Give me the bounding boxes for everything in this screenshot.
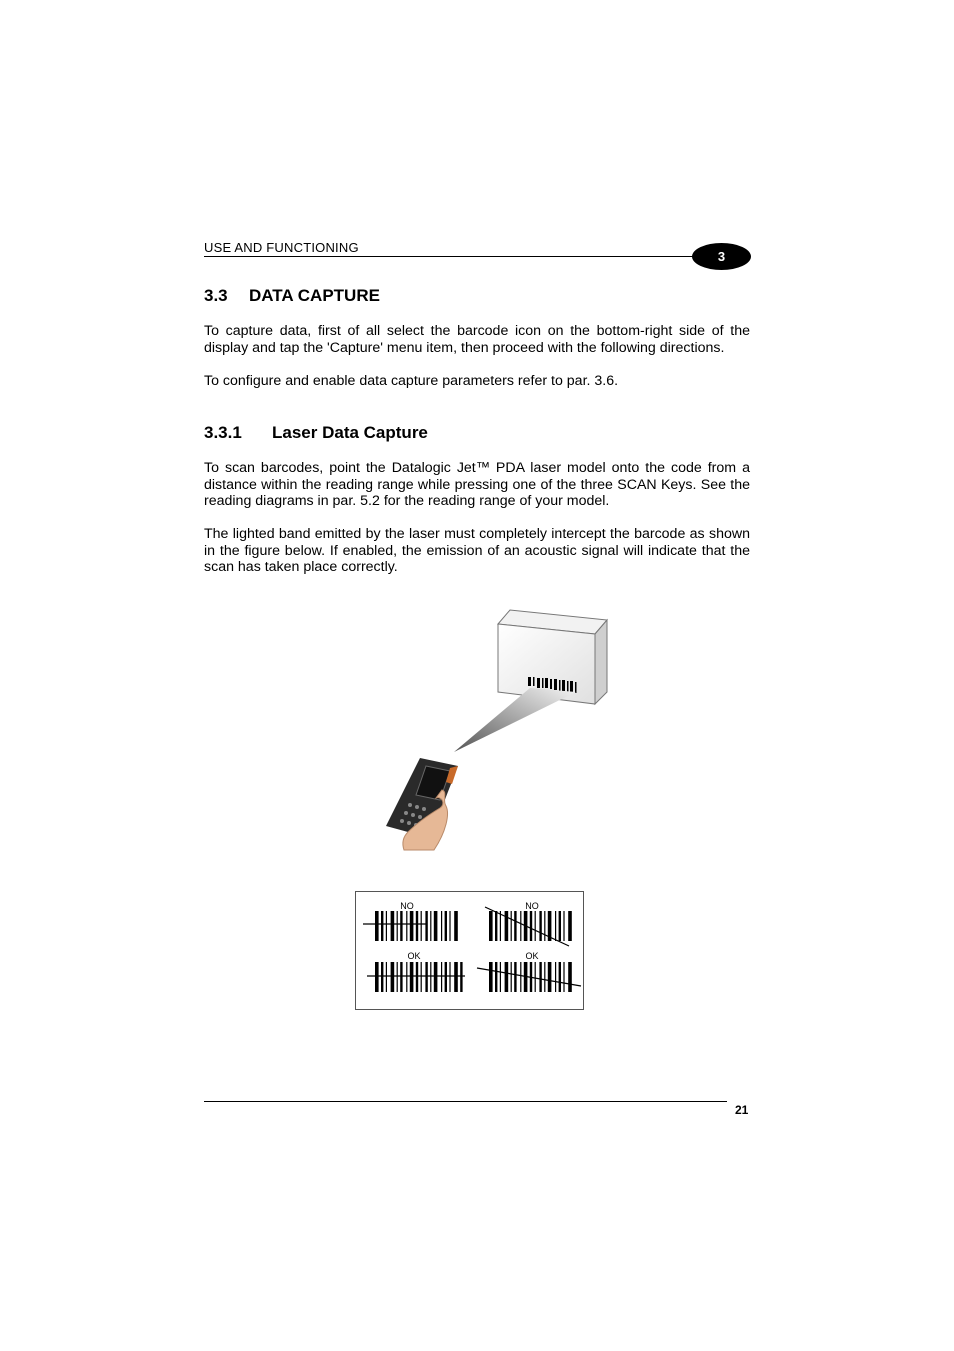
barcode-bar <box>416 911 418 941</box>
subsection-number: 3.3.1 <box>204 423 242 442</box>
subsection-title: Laser Data Capture <box>272 423 428 442</box>
barcode-bar <box>544 911 545 941</box>
barcode-bar <box>520 911 521 941</box>
barcode-bar <box>495 911 497 941</box>
barcode-bar <box>400 911 402 941</box>
barcode-bar <box>397 911 398 941</box>
barcode-bar <box>441 962 442 992</box>
barcode-bar <box>410 962 414 992</box>
barcode-bar <box>495 962 497 992</box>
scan-orientation-diagram <box>355 891 584 1011</box>
label-no-1: NO <box>400 901 414 911</box>
laser-paragraph-2: The lighted band emitted by the laser must completely intercept the barcode as shown in the figure below. If enabled, the emission of an acoustic signal will indicate that the scan has taken place correctly. <box>204 526 750 576</box>
barcode-bar <box>416 962 418 992</box>
barcode-bar <box>568 911 572 941</box>
barcode-bar <box>454 962 458 992</box>
barcode-bar <box>559 962 561 992</box>
barcode-bar <box>445 911 447 941</box>
barcode-bar <box>511 962 512 992</box>
barcode-bar <box>539 962 541 992</box>
barcode-bar <box>544 962 545 992</box>
barcode-bar <box>535 911 536 941</box>
barcode-bar <box>386 911 387 941</box>
barcode-bar <box>445 962 447 992</box>
barcode-bar <box>514 962 516 992</box>
barcode-bar <box>425 911 427 941</box>
barcode-bar <box>425 962 427 992</box>
intro-paragraph-2: To configure and enable data capture parameters refer to par. 3.6. <box>204 373 619 389</box>
section-number: 3.3 <box>204 286 228 305</box>
footer-rule <box>204 1101 727 1102</box>
scanning-illustration <box>330 600 630 855</box>
barcode-bar <box>381 962 383 992</box>
barcode-bar <box>397 962 398 992</box>
barcode-bar <box>434 962 438 992</box>
label-ok-1: OK <box>407 951 421 961</box>
barcode-bar <box>460 962 462 992</box>
page-number: 21 <box>735 1103 749 1117</box>
box-icon <box>498 610 607 704</box>
barcode-bar <box>559 911 561 941</box>
barcode-bar <box>500 962 501 992</box>
barcode-bar <box>489 962 493 992</box>
barcode-bar <box>441 911 442 941</box>
barcode-bar <box>555 962 556 992</box>
barcode-bar <box>391 911 395 941</box>
barcode-bar <box>421 911 422 941</box>
section-heading <box>204 286 380 306</box>
label-ok-2: OK <box>525 951 539 961</box>
barcode-bar <box>375 911 379 941</box>
barcode-bar <box>449 962 450 992</box>
barcode-bar <box>555 911 556 941</box>
chapter-badge: 3 <box>692 243 751 270</box>
barcode-bar <box>406 962 407 992</box>
barcode-bar <box>430 911 431 941</box>
header-rule <box>204 256 704 257</box>
subsection-heading <box>204 423 428 443</box>
barcode-bar <box>400 962 402 992</box>
barcode-bar <box>454 911 458 941</box>
barcode-bar <box>381 911 383 941</box>
barcode-bar <box>563 962 564 992</box>
barcode-bar <box>449 911 450 941</box>
barcode-bar <box>514 911 516 941</box>
barcode-bar <box>406 911 407 941</box>
barcode-bar <box>430 962 431 992</box>
barcode-bar <box>386 962 387 992</box>
barcode-bar <box>421 962 422 992</box>
barcode-bar <box>505 962 509 992</box>
barcode-bar <box>391 962 395 992</box>
section-title: DATA CAPTURE <box>249 286 380 305</box>
barcode-bar <box>505 911 509 941</box>
barcode-bar <box>535 962 536 992</box>
running-header: USE AND FUNCTIONING <box>204 240 359 255</box>
barcode-bar <box>563 911 564 941</box>
barcode-bar <box>520 962 521 992</box>
intro-paragraph-1: To capture data, first of all select the barcode icon on the bottom-right side of the display and tap the 'Capture' menu item, then proceed with the following directions. <box>204 323 750 356</box>
barcode-bar <box>530 911 532 941</box>
barcode-bar <box>410 911 414 941</box>
barcode-bar <box>500 911 501 941</box>
barcode-bar <box>568 962 572 992</box>
barcode-bar <box>548 962 552 992</box>
laser-paragraph-1: To scan barcodes, point the Datalogic Jet™ PDA laser model onto the code from a distance within the reading range while pressing one of the three SCAN Keys. See the reading diagrams in par. 5.2 for the reading range of your model. <box>204 460 750 510</box>
barcode-bar <box>489 911 493 941</box>
laser-beam-icon <box>454 688 576 752</box>
barcode-bar <box>539 911 541 941</box>
barcode-bar <box>434 911 438 941</box>
barcode-bar <box>511 911 512 941</box>
label-no-2: NO <box>525 901 539 911</box>
barcode-bar <box>375 962 379 992</box>
